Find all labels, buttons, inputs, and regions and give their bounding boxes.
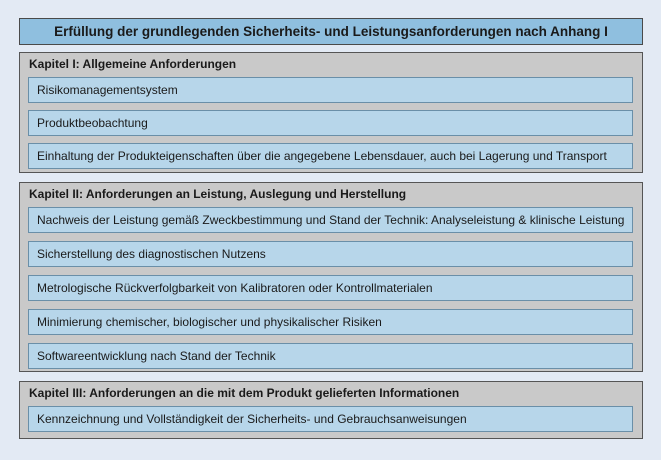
chapter-2-heading: Kapitel II: Anforderungen an Leistung, Auslegung und Herstellung bbox=[29, 187, 407, 201]
chapter-1 bbox=[19, 52, 643, 173]
chapter-2-item: Nachweis der Leistung gemäß Zweckbestimmung und Stand der Technik: Analyseleistung & klinische Leistung bbox=[28, 207, 633, 233]
chapter-3 bbox=[19, 381, 643, 439]
chapter-3-item: Kennzeichnung und Vollständigkeit der Sicherheits- und Gebrauchsanweisungen bbox=[28, 406, 633, 432]
chapter-1-heading: Kapitel I: Allgemeine Anforderungen bbox=[29, 57, 237, 71]
chapter-2 bbox=[19, 182, 643, 372]
chapter-1-item: Einhaltung der Produkteigenschaften über die angegebene Lebensdauer, auch bei Lagerung und Transport bbox=[28, 143, 633, 169]
chapter-3-heading: Kapitel III: Anforderungen an die mit dem Produkt gelieferten Informationen bbox=[29, 386, 460, 400]
chapter-2-item: Minimierung chemischer, biologischer und physikalischer Risiken bbox=[28, 309, 633, 335]
chapter-1-item: Risikomanagementsystem bbox=[28, 77, 633, 103]
chapter-2-item: Softwareentwicklung nach Stand der Technik bbox=[28, 343, 633, 369]
chapter-2-item: Sicherstellung des diagnostischen Nutzens bbox=[28, 241, 633, 267]
chapter-2-item: Metrologische Rückverfolgbarkeit von Kalibratoren oder Kontrollmaterialen bbox=[28, 275, 633, 301]
chapter-1-item: Produktbeobachtung bbox=[28, 110, 633, 136]
diagram-title: Erfüllung der grundlegenden Sicherheits- und Leistungsanforderungen nach Anhang I bbox=[19, 18, 643, 45]
